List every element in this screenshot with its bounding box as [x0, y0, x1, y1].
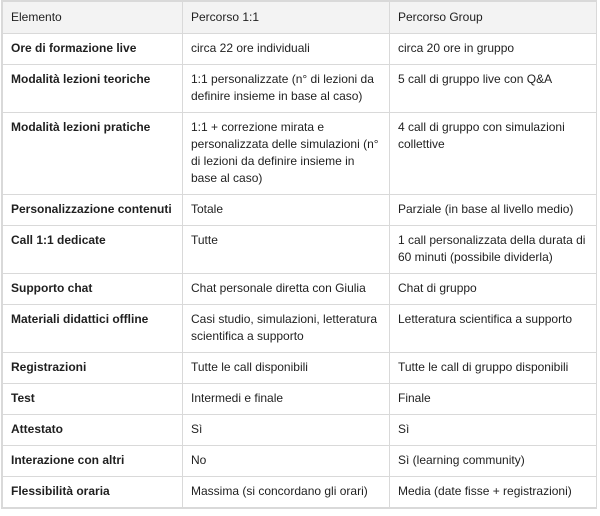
- row-label: Ore di formazione live: [3, 34, 183, 65]
- cell-percorso-group: Media (date fisse + registrazioni): [390, 477, 597, 508]
- table-row: [3, 446, 597, 477]
- table-row: [3, 226, 597, 274]
- cell-percorso-1-1: Tutte: [183, 226, 390, 274]
- cell-percorso-group: Parziale (in base al livello medio): [390, 195, 597, 226]
- table-row: [3, 415, 597, 446]
- table-row: [3, 384, 597, 415]
- cell-percorso-1-1: Totale: [183, 195, 390, 226]
- cell-percorso-1-1: 1:1 + correzione mirata e personalizzata delle simulazioni (n° di lezioni da definire insieme in base al caso): [183, 113, 390, 195]
- table-row: [3, 353, 597, 384]
- row-label: Modalità lezioni pratiche: [3, 113, 183, 195]
- cell-percorso-group: Finale: [390, 384, 597, 415]
- table-row: [3, 195, 597, 226]
- row-label: Test: [3, 384, 183, 415]
- table-row: [3, 34, 597, 65]
- header-percorso-group: Percorso Group: [390, 2, 597, 34]
- cell-percorso-1-1: circa 22 ore individuali: [183, 34, 390, 65]
- row-label: Modalità lezioni teoriche: [3, 65, 183, 113]
- header-elemento: Elemento: [3, 2, 183, 34]
- cell-percorso-group: Tutte le call di gruppo disponibili: [390, 353, 597, 384]
- cell-percorso-1-1: 1:1 personalizzate (n° di lezioni da definire insieme in base al caso): [183, 65, 390, 113]
- row-label: Attestato: [3, 415, 183, 446]
- table-row: [3, 65, 597, 113]
- table-row: [3, 113, 597, 195]
- cell-percorso-group: 4 call di gruppo con simulazioni collettive: [390, 113, 597, 195]
- cell-percorso-1-1: Casi studio, simulazioni, letteratura scientifica a supporto: [183, 305, 390, 353]
- row-label: Flessibilità oraria: [3, 477, 183, 508]
- table-row: [3, 305, 597, 353]
- row-label: Registrazioni: [3, 353, 183, 384]
- row-label: Interazione con altri: [3, 446, 183, 477]
- row-label: Call 1:1 dedicate: [3, 226, 183, 274]
- comparison-table-container: [1, 0, 597, 509]
- cell-percorso-1-1: Intermedi e finale: [183, 384, 390, 415]
- row-label: Materiali didattici offline: [3, 305, 183, 353]
- cell-percorso-group: Sì: [390, 415, 597, 446]
- table-row: [3, 477, 597, 508]
- cell-percorso-group: 1 call personalizzata della durata di 60 minuti (possibile dividerla): [390, 226, 597, 274]
- cell-percorso-group: 5 call di gruppo live con Q&A: [390, 65, 597, 113]
- cell-percorso-group: Letteratura scientifica a supporto: [390, 305, 597, 353]
- cell-percorso-group: Chat di gruppo: [390, 274, 597, 305]
- comparison-table: [2, 1, 597, 508]
- cell-percorso-1-1: Sì: [183, 415, 390, 446]
- table-row: [3, 274, 597, 305]
- cell-percorso-1-1: Tutte le call disponibili: [183, 353, 390, 384]
- table-header-row: [3, 2, 597, 34]
- cell-percorso-group: circa 20 ore in gruppo: [390, 34, 597, 65]
- header-percorso-1-1: Percorso 1:1: [183, 2, 390, 34]
- row-label: Personalizzazione contenuti: [3, 195, 183, 226]
- cell-percorso-1-1: Chat personale diretta con Giulia: [183, 274, 390, 305]
- cell-percorso-group: Sì (learning community): [390, 446, 597, 477]
- cell-percorso-1-1: No: [183, 446, 390, 477]
- cell-percorso-1-1: Massima (si concordano gli orari): [183, 477, 390, 508]
- row-label: Supporto chat: [3, 274, 183, 305]
